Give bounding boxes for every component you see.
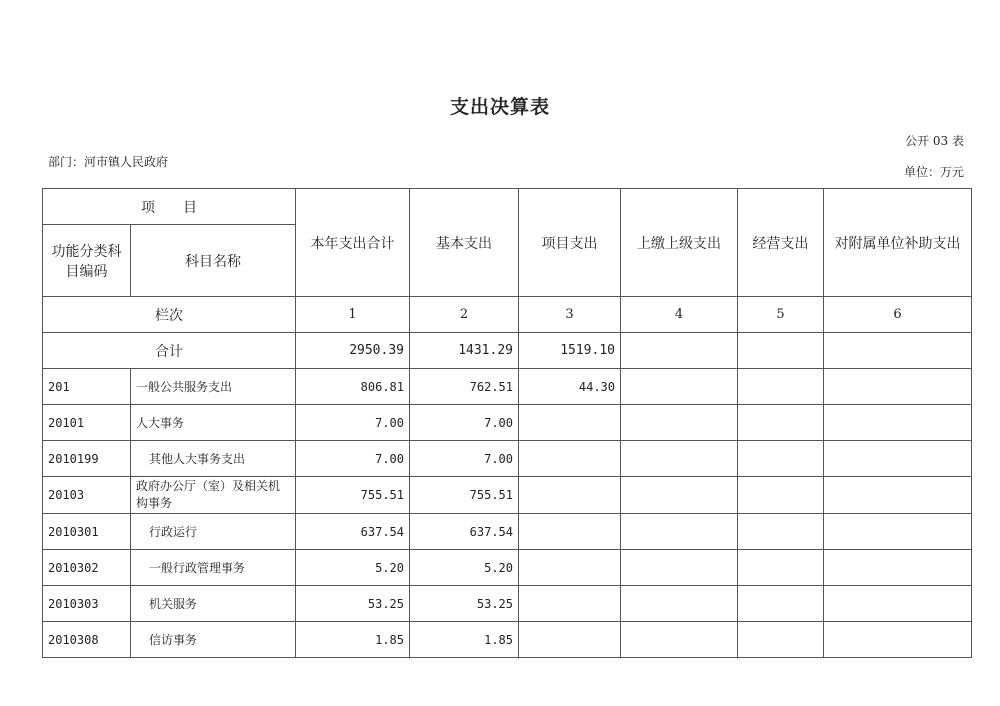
amount-cell: 7.00 bbox=[410, 441, 519, 477]
total-cell: 1431.29 bbox=[410, 333, 519, 369]
amount-cell bbox=[824, 405, 972, 441]
amount-cell: 762.51 bbox=[410, 369, 519, 405]
col-header-remit-superior: 上缴上级支出 bbox=[621, 189, 738, 297]
amount-cell bbox=[519, 514, 621, 550]
table-row bbox=[43, 622, 972, 658]
amount-cell bbox=[519, 586, 621, 622]
amount-cell bbox=[824, 586, 972, 622]
table-row bbox=[43, 369, 972, 405]
col-header-subsidiary-subsidy: 对附属单位补助支出 bbox=[824, 189, 972, 297]
col-header-operating: 经营支出 bbox=[738, 189, 824, 297]
amount-cell: 7.00 bbox=[296, 405, 410, 441]
amount-cell bbox=[738, 550, 824, 586]
total-cell: 2950.39 bbox=[296, 333, 410, 369]
total-row bbox=[43, 333, 972, 369]
total-cell bbox=[824, 333, 972, 369]
amount-cell: 637.54 bbox=[410, 514, 519, 550]
form-number: 公开 03 表 bbox=[905, 134, 964, 148]
column-index-row bbox=[43, 297, 972, 333]
table-row bbox=[43, 405, 972, 441]
amount-cell bbox=[519, 405, 621, 441]
subject-name: 一般行政管理事务 bbox=[131, 550, 296, 586]
column-index-cell: 6 bbox=[824, 297, 972, 333]
amount-cell: 53.25 bbox=[410, 586, 519, 622]
column-index-cell: 1 bbox=[296, 297, 410, 333]
subject-code: 2010303 bbox=[43, 586, 131, 622]
amount-cell bbox=[621, 514, 738, 550]
subject-name: 机关服务 bbox=[131, 586, 296, 622]
subject-name: 政府办公厅（室）及相关机构事务 bbox=[131, 477, 296, 514]
subject-name: 行政运行 bbox=[131, 514, 296, 550]
page-title: 支出决算表 bbox=[449, 96, 550, 118]
subject-code: 201 bbox=[43, 369, 131, 405]
amount-cell bbox=[824, 369, 972, 405]
amount-cell bbox=[738, 405, 824, 441]
amount-cell bbox=[519, 550, 621, 586]
amount-cell bbox=[621, 405, 738, 441]
subject-name-header: 科目名称 bbox=[131, 225, 296, 297]
col-header-basic: 基本支出 bbox=[410, 189, 519, 297]
amount-cell bbox=[519, 441, 621, 477]
amount-cell bbox=[738, 514, 824, 550]
amount-cell bbox=[824, 514, 972, 550]
subject-name: 一般公共服务支出 bbox=[131, 369, 296, 405]
amount-cell bbox=[519, 622, 621, 658]
amount-cell: 5.20 bbox=[410, 550, 519, 586]
amount-cell bbox=[621, 441, 738, 477]
amount-cell: 637.54 bbox=[296, 514, 410, 550]
column-index-label: 栏次 bbox=[43, 297, 296, 333]
amount-cell: 755.51 bbox=[410, 477, 519, 514]
total-cell bbox=[738, 333, 824, 369]
subject-name: 信访事务 bbox=[131, 622, 296, 658]
table-row bbox=[43, 441, 972, 477]
code-header: 功能分类科目编码 bbox=[43, 225, 131, 297]
department-label: 部门：河市镇人民政府 bbox=[48, 155, 169, 169]
unit-label: 单位：万元 bbox=[903, 165, 964, 179]
expenditure-table bbox=[42, 188, 972, 658]
amount-cell bbox=[824, 550, 972, 586]
amount-cell bbox=[621, 369, 738, 405]
column-index-cell: 3 bbox=[519, 297, 621, 333]
amount-cell: 7.00 bbox=[296, 441, 410, 477]
total-cell bbox=[621, 333, 738, 369]
amount-cell bbox=[519, 477, 621, 514]
amount-cell: 5.20 bbox=[296, 550, 410, 586]
column-index-cell: 4 bbox=[621, 297, 738, 333]
subject-name: 人大事务 bbox=[131, 405, 296, 441]
total-cell: 1519.10 bbox=[519, 333, 621, 369]
table-row bbox=[43, 477, 972, 514]
subject-code: 2010199 bbox=[43, 441, 131, 477]
amount-cell bbox=[824, 441, 972, 477]
amount-cell: 44.30 bbox=[519, 369, 621, 405]
amount-cell bbox=[621, 622, 738, 658]
amount-cell bbox=[738, 586, 824, 622]
column-index-cell: 5 bbox=[738, 297, 824, 333]
amount-cell: 806.81 bbox=[296, 369, 410, 405]
subject-code: 20101 bbox=[43, 405, 131, 441]
amount-cell bbox=[738, 441, 824, 477]
amount-cell bbox=[621, 586, 738, 622]
table-row bbox=[43, 514, 972, 550]
amount-cell bbox=[738, 622, 824, 658]
subject-code: 2010301 bbox=[43, 514, 131, 550]
table-row bbox=[43, 550, 972, 586]
amount-cell: 1.85 bbox=[296, 622, 410, 658]
amount-cell: 755.51 bbox=[296, 477, 410, 514]
total-label: 合计 bbox=[43, 333, 296, 369]
col-header-total: 本年支出合计 bbox=[296, 189, 410, 297]
column-index-cell: 2 bbox=[410, 297, 519, 333]
amount-cell bbox=[738, 477, 824, 514]
amount-cell bbox=[621, 477, 738, 514]
amount-cell: 53.25 bbox=[296, 586, 410, 622]
amount-cell bbox=[824, 477, 972, 514]
amount-cell: 7.00 bbox=[410, 405, 519, 441]
subject-code: 2010302 bbox=[43, 550, 131, 586]
col-header-project: 项目支出 bbox=[519, 189, 621, 297]
amount-cell bbox=[738, 369, 824, 405]
amount-cell: 1.85 bbox=[410, 622, 519, 658]
table-row bbox=[43, 586, 972, 622]
amount-cell bbox=[824, 622, 972, 658]
subject-code: 20103 bbox=[43, 477, 131, 514]
subject-name: 其他人大事务支出 bbox=[131, 441, 296, 477]
project-header: 项 目 bbox=[43, 189, 296, 225]
amount-cell bbox=[621, 550, 738, 586]
header-row-top bbox=[43, 189, 972, 225]
subject-code: 2010308 bbox=[43, 622, 131, 658]
